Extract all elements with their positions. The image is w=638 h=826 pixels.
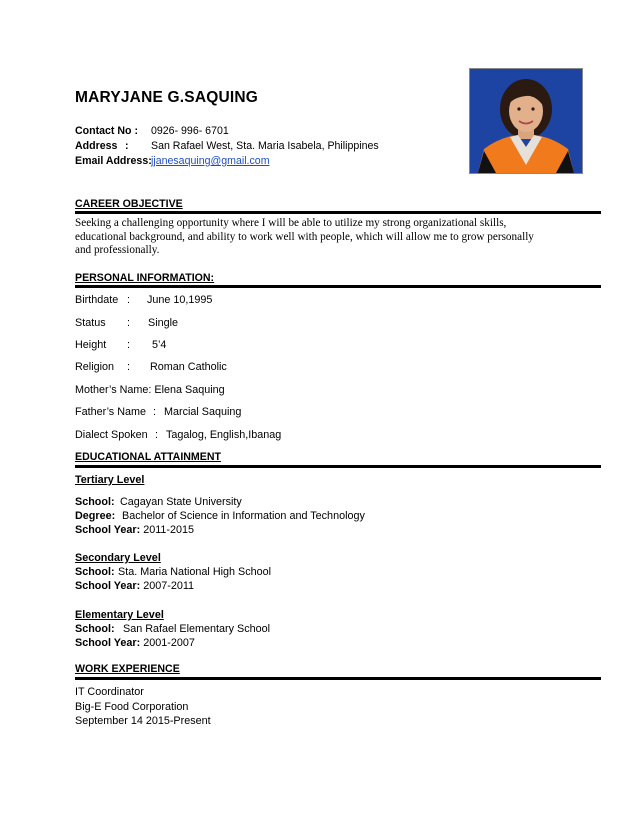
- education-heading: EDUCATIONAL ATTAINMENT: [75, 451, 221, 463]
- colon: :: [127, 317, 130, 329]
- contact-row: [75, 124, 379, 139]
- career-objective-heading: CAREER OBJECTIVE: [75, 198, 183, 210]
- work-company: Big-E Food Corporation: [75, 700, 189, 713]
- address-row: [75, 139, 379, 154]
- address-value: San Rafael West, Sta. Maria Isabela, Philippines: [151, 140, 379, 152]
- school-label: School:: [75, 496, 115, 508]
- tertiary-school: Cagayan State University: [120, 496, 242, 508]
- birthdate-value: June 10,1995: [147, 294, 213, 306]
- objective-line: and professionally.: [75, 244, 160, 257]
- elementary-block: [75, 608, 270, 650]
- applicant-photo: [469, 68, 583, 174]
- career-objective-divider: [75, 211, 601, 214]
- email-link[interactable]: jjanesaquing@gmail.com: [151, 155, 270, 167]
- birthdate-label: Birthdate: [75, 294, 119, 306]
- school-label: School:: [75, 623, 115, 635]
- personal-info-divider: [75, 285, 601, 288]
- dialect-value: Tagalog, English,Ibanag: [166, 429, 282, 441]
- work-experience-divider: [75, 677, 601, 680]
- dialect-label: Dialect Spoken: [75, 429, 148, 441]
- education-divider: [75, 465, 601, 468]
- work-position: IT Coordinator: [75, 686, 144, 698]
- contact-value: 0926- 996- 6701: [151, 125, 229, 137]
- colon: :: [155, 429, 158, 441]
- school-label: School:: [75, 566, 115, 578]
- school-year-label: School Year:: [75, 580, 141, 592]
- secondary-school: Sta. Maria National High School: [118, 566, 272, 578]
- address-label: Address: [75, 140, 118, 152]
- objective-line: Seeking a challenging opportunity where I will be able to utilize my strong organizational skills,: [75, 217, 507, 229]
- tertiary-degree: Bachelor of Science in Information and Technology: [122, 510, 365, 522]
- father-label: Father’s Name: [75, 406, 147, 418]
- career-objective-text: [75, 217, 575, 258]
- colon: :: [127, 361, 130, 373]
- work-experience-entry: [75, 685, 211, 729]
- tertiary-year: 2011-2015: [143, 524, 195, 536]
- school-year-label: School Year:: [75, 524, 141, 536]
- colon: :: [127, 339, 130, 351]
- elementary-level-heading: Elementary Level: [75, 609, 164, 621]
- objective-line: educational background, and ability to work well with people, which will allow me to grow personally: [75, 230, 534, 243]
- height-label: Height: [75, 339, 107, 351]
- email-label: Email Address:: [75, 155, 152, 167]
- father-value: Marcial Saquing: [164, 406, 242, 418]
- tertiary-level-heading: Tertiary Level: [75, 474, 145, 486]
- elementary-year: 2001-2007: [143, 637, 195, 649]
- height-value: 5’4: [152, 339, 167, 351]
- work-period: September 14 2015-Present: [75, 715, 211, 727]
- secondary-year: 2007-2011: [143, 580, 195, 592]
- secondary-level-heading: Secondary Level: [75, 552, 161, 564]
- mother-name: Mother’s Name: Elena Saquing: [75, 384, 225, 396]
- status-value: Single: [148, 317, 179, 329]
- status-label: Status: [75, 317, 106, 329]
- degree-label: Degree:: [75, 510, 116, 522]
- applicant-name: MARYJANE G.SAQUING: [75, 89, 259, 106]
- school-year-label: School Year:: [75, 637, 141, 649]
- tertiary-block: [75, 473, 365, 537]
- contact-label: Contact No :: [75, 125, 138, 137]
- portrait-image: [470, 69, 582, 173]
- work-experience-heading: WORK EXPERIENCE: [75, 663, 180, 675]
- personal-info-heading: PERSONAL INFORMATION:: [75, 272, 215, 284]
- religion-label: Religion: [75, 361, 115, 373]
- religion-value: Roman Catholic: [150, 361, 227, 373]
- elementary-school: San Rafael Elementary School: [123, 623, 271, 635]
- colon: :: [153, 406, 156, 418]
- address-colon: :: [125, 140, 129, 152]
- colon: :: [127, 294, 130, 306]
- secondary-block: [75, 551, 271, 593]
- email-row: [75, 154, 379, 169]
- contact-block: [75, 124, 379, 169]
